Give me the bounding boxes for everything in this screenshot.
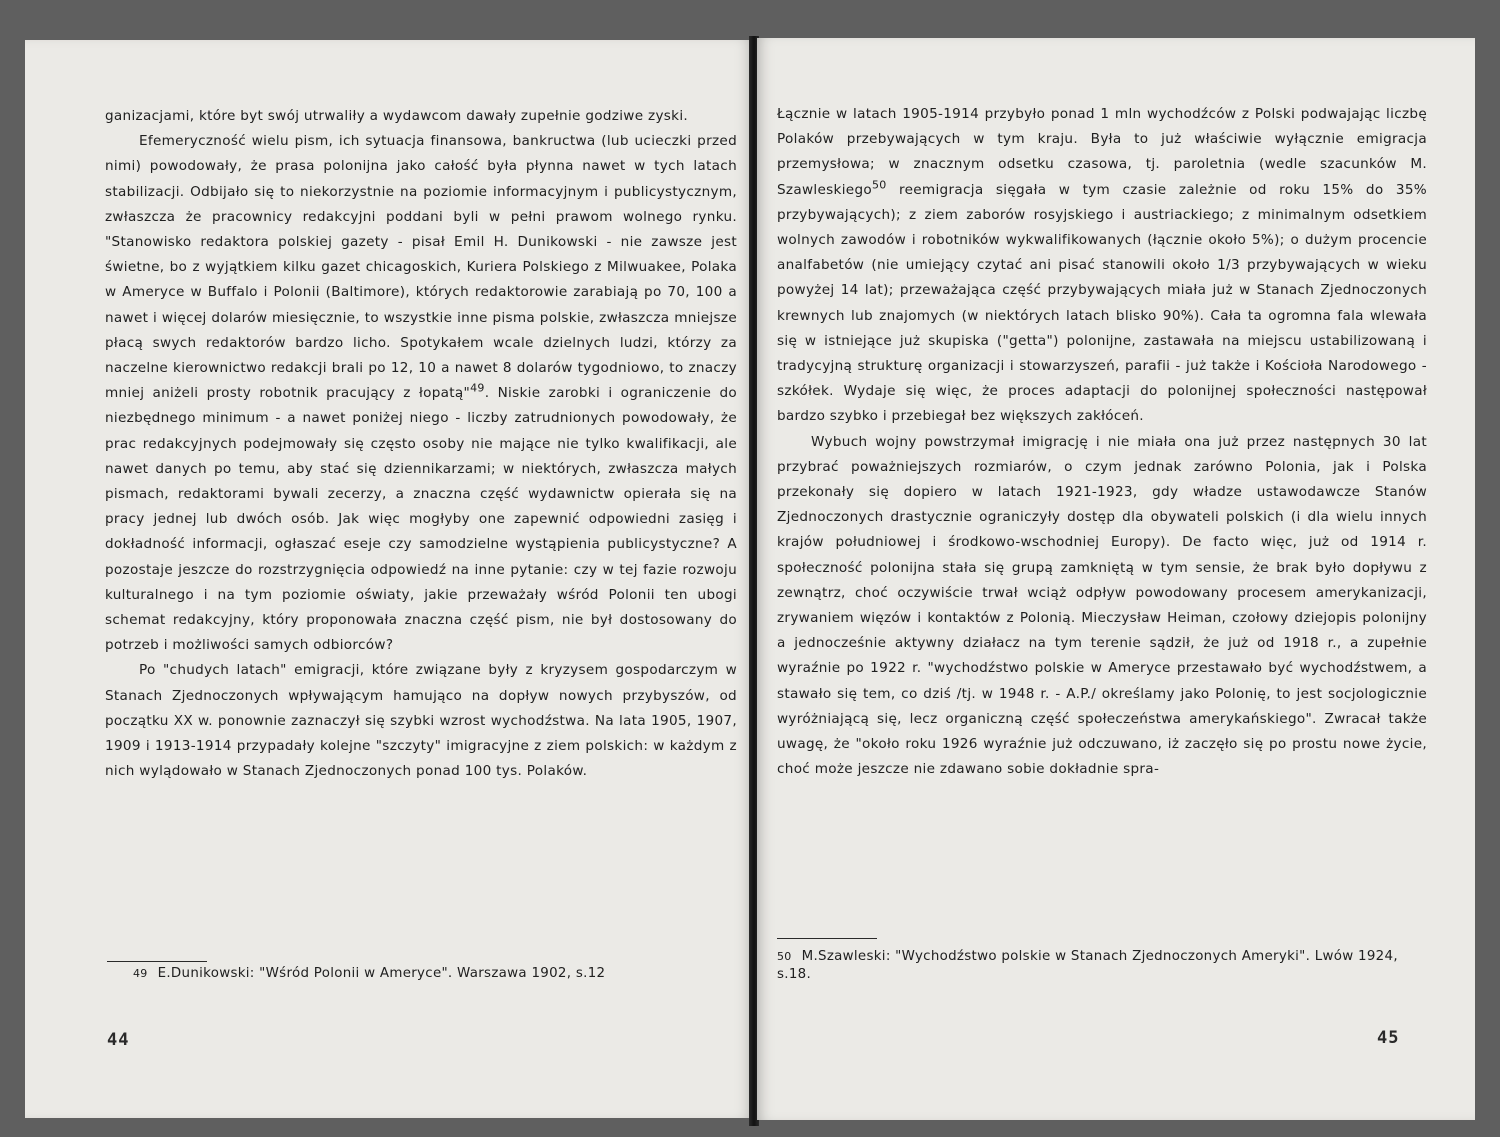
page-number: 44 — [107, 1030, 130, 1050]
paragraph-text: Wybuch wojny powstrzymał imigrację i nie miała ona już przez następnych 30 lat przybrać poważniejszych rozmiarów, o czym jednak zarówno Polonia, jak i Polska przekonały się dopiero w latach 1921-1923, gdy władze ustawodawcze Stanów Zjednoczonych drastycznie ograniczyły dostęp dla obywateli polskich (i dla wielu innych krajów południowej i środkowo-wschodniej Europy). De facto więc, już od 1914 r. społeczność polonijna stała się grupą zamkniętą w tym sensie, że brak było dopływu z zewnątrz, choć oczywiście trwał wciąż odpływ powodowany procesem amerykanizacji, zrywaniem więzów i kontaktów z Polonią. Mieczysław Heiman, czołowy dziejopis polonijny a jednocześnie aktywny działacz na tym terenie sądził, że już od 1918 r., a zupełnie wyraźnie po 1922 r. "wychodźstwo polskie w Ameryce przestawało być wychodźstwem, a stawało się tem, co dziś /tj. w 1948 r. - A.P./ określamy jako Polonię, to jest socjologicznie wyróżniającą się, lecz organiczną część społeczeństwa amerykańskiego". Zwracał także uwagę, że "około roku 1926 wyraźnie już odczuwano, iż zaczęło się po prostu nowe życie, choć może jeszcze nie zdawano sobie dokładnie spra- — [777, 433, 1427, 778]
footnote-text: E.Dunikowski: "Wśród Polonii w Ameryce". Warszawa 1902, s.12 — [157, 966, 606, 981]
paragraph-text: ganizacjami, które byt swój utrwaliły a wydawcom dawały zupełnie godziwe zyski. — [105, 108, 689, 124]
right-page — [757, 38, 1475, 1120]
paragraph — [105, 129, 737, 658]
paragraph — [105, 104, 737, 129]
footnote-text: M.Szawleski: "Wychodźstwo polskie w Stanach Zjednoczonych Ameryki". Lwów 1924, s.18. — [777, 949, 1398, 982]
footnote-divider — [777, 938, 877, 939]
left-page-body — [105, 104, 737, 784]
paragraph-text: Efemeryczność wielu pism, ich sytuacja finansowa, bankructwa (lub ucieczki przed nimi) powodowały, że prasa polonijna jako całość była płynna nawet w tych latach stabilizacji. Odbijało się to niekorzystnie na poziomie informacyjnym i publicystycznym, zwłaszcza że pracownicy redakcyjni poddani byli w pełni prawom wolnego rynku. "Stanowisko redaktora polskiej gazety - pisał Emil H. Dunikowski - nie zawsze jest świetne, bo z wyjątkiem kilku gazet chicagoskich, Kuriera Polskiego z Milwuakee, Polaka w Ameryce w Buffalo i Polonii (Baltimore), których redaktorowie zarabiają po 70, 100 a nawet i więcej dolarów miesięcznie, to wszystkie inne pisma polskie, zwłaszcza mniejsze płacą swych redaktorów bardzo licho. Spotykałem wcale dzielnych ludzi, którzy za naczelne kierownictwo redakcji brali po 12, 10 a nawet 8 dolarów tygodniowo, to znaczy mniej aniżeli prosty robotnik pracujący z łopatą" — [105, 133, 737, 402]
footnote — [133, 965, 753, 983]
page-number: 45 — [1377, 1028, 1400, 1048]
footnote-divider — [107, 961, 207, 962]
footnote-number: 50 — [777, 950, 792, 963]
paragraph — [777, 430, 1427, 783]
paragraph-text-continued: . Niskie zarobki i ograniczenie do niezbędnego minimum - a nawet poniżej niego - liczby zatrudnionych powodowały, że prac redakcyjnych podejmowały się często osoby nie mające nie tylko kwalifikacji, ale nawet danych po temu, aby stać się dziennikarzami; w niektórych, zwłaszcza małych pismach, redaktorami bywali zecerzy, a znaczna część wydawnictw opierała się na pracy jednej lub dwóch osób. Jak więc mogłyby one zapewnić odpowiedni zasięg i dokładność informacji, ogłaszać eseje czy samodzielne wystąpienia publicystyczne? A pozostaje jeszcze do rozstrzygnięcia odpowiedź na inne pytanie: czy w tej fazie rozwoju kulturalnego i na tym poziomie oświaty, jakie przeważały wśród Polonii ten ubogi schemat redakcyjny, który proponowała znaczna część pism, nie był dostosowany do potrzeb i możliwości samych odbiorców? — [105, 385, 737, 654]
footnote — [777, 948, 1427, 984]
footnote-ref: 49 — [470, 381, 485, 395]
footnote-number: 49 — [133, 967, 148, 980]
paragraph — [777, 102, 1427, 430]
paragraph-text: Łącznie w latach 1905-1914 przybyło ponad 1 mln wychodźców z Polski podwajając liczbę Polaków przebywających w tym kraju. Była to już właściwie wyłącznie emigracja przemysłowa; w znacznym odsetku czasowa, tj. paroletnia (wedle szacunków M. Szawleskiego — [777, 106, 1427, 198]
paragraph-text: Po "chudych latach" emigracji, które związane były z kryzysem gospodarczym w Stanach Zjednoczonych wpływającym hamująco na dopływ nowych przybyszów, od początku XX w. ponownie zaznaczył się szybki wzrost wychodźstwa. Na lata 1905, 1907, 1909 i 1913-1914 przypadały kolejne "szczyty" imigracyjne z ziem polskich: w każdym z nich wylądowało w Stanach Zjednoczonych ponad 100 tys. Polaków. — [105, 662, 737, 780]
right-page-body — [777, 102, 1427, 782]
paragraph-text-continued: reemigracja sięgała w tym czasie zależnie od roku 15% do 35% przybywających); z ziem zaborów rosyjskiego i austriackiego; z minimalnym odsetkiem wolnych zawodów i robotników wykwalifikowanych (łącznie około 5%); o dużym procencie analfabetów (nie umiejący czytać ani pisać stanowili około 1/3 przybywających w wieku powyżej 14 lat); przeważająca część przybywających miała już w Stanach Zjednoczonych krewnych lub znajomych (w niektórych latach blisko 90%). Cała ta ogromna fala wlewała się w istniejące już skupiska ("getta") polonijne, zastawała na miejscu ustabilizowaną i tradycyjną strukturę organizacji i stowarzyszeń, parafii - już także i Kościoła Narodowego - szkółek. Wydaje się więc, że proces adaptacji do polonijnej społeczności następował bardzo szybko i przebiegał bez większych zakłóceń. — [777, 181, 1427, 425]
left-page — [25, 40, 752, 1118]
paragraph — [105, 658, 737, 784]
footnote-ref: 50 — [872, 178, 887, 192]
